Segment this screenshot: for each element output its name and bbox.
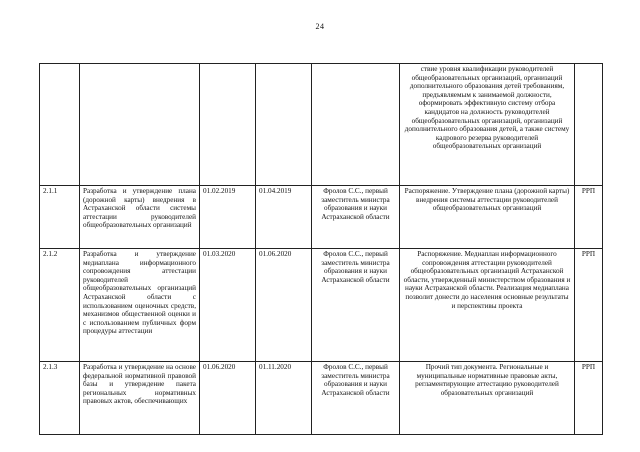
cell-end: 01.04.2019 xyxy=(256,186,312,249)
cell-responsible: Фролов С.С., первый заместитель министра образования и науки Астраханской области xyxy=(312,249,400,362)
cell-name: Разработка и утверждение на основе федеральной нормативной правовой базы и утверждение пакета региональных нормативных правовых актов, обеспечивающих xyxy=(80,362,200,435)
project-plan-table xyxy=(39,63,603,435)
cell-result: Распоряжение. Утверждение плана (дорожной карты) внедрения системы аттестации руководителей общеобразовательных организаций xyxy=(400,186,575,249)
cell-end: 01.11.2020 xyxy=(256,362,312,435)
cell-end: 01.06.2020 xyxy=(256,249,312,362)
cell-start: 01.06.2020 xyxy=(200,362,256,435)
cell-num: 2.1.1 xyxy=(40,186,80,249)
cell-start: 01.02.2019 xyxy=(200,186,256,249)
table-row-continuation xyxy=(40,64,603,186)
cell-result: Распоряжение. Медиаплан информационного сопровождения аттестации руководителей общеобразовательных организаций Астраханской области, утвержденный министерством образования и науки Астраханской области. Реализация медиаплана позволит донести до населения основные результаты и перспективы проекта xyxy=(400,249,575,362)
cell-responsible xyxy=(312,64,400,186)
cell-num: 2.1.2 xyxy=(40,249,80,362)
cell-source: РРП xyxy=(575,249,603,362)
table-row xyxy=(40,186,603,249)
cell-num: 2.1.3 xyxy=(40,362,80,435)
cell-start xyxy=(200,64,256,186)
cell-name: Разработка и утверждение медиаплана информационного сопровождения аттестации руководителей общеобразовательных организаций Астраханской области с использованием оценочных средств, механизмов общественной оценки и с использованием публичных форм процедуры аттестации xyxy=(80,249,200,362)
cell-name: Разработка и утверждение плана (дорожной карты) внедрения в Астраханской области системы аттестации руководителей общеобразовательных организаций xyxy=(80,186,200,249)
cell-result: ствие уровня квалификации руководителей общеобразовательных организаций, организаций дополнительного образования детей требованиям, предъявляемым к занимаемой должности, оформировать эффективную систему отбора кандидатов на должность руководителей общеобразовательных организаций, организаций дополнительного образования детей, а также систему кадрового резерва руководителей общеобразовательных организаций xyxy=(400,64,575,186)
cell-responsible: Фролов С.С., первый заместитель министра образования и науки Астраханской области xyxy=(312,362,400,435)
cell-end xyxy=(256,64,312,186)
cell-source xyxy=(575,64,603,186)
table-row xyxy=(40,362,603,435)
cell-num xyxy=(40,64,80,186)
cell-start: 01.03.2020 xyxy=(200,249,256,362)
table-row xyxy=(40,249,603,362)
cell-result: Прочий тип документа. Региональные и муниципальные нормативные правовые акты, регламентирующие аттестацию руководителей образовательных организаций xyxy=(400,362,575,435)
cell-source: РРП xyxy=(575,362,603,435)
page-number: 24 xyxy=(315,22,325,31)
cell-source: РРП xyxy=(575,186,603,249)
cell-responsible: Фролов С.С., первый заместитель министра образования и науки Астраханской области xyxy=(312,186,400,249)
cell-name xyxy=(80,64,200,186)
